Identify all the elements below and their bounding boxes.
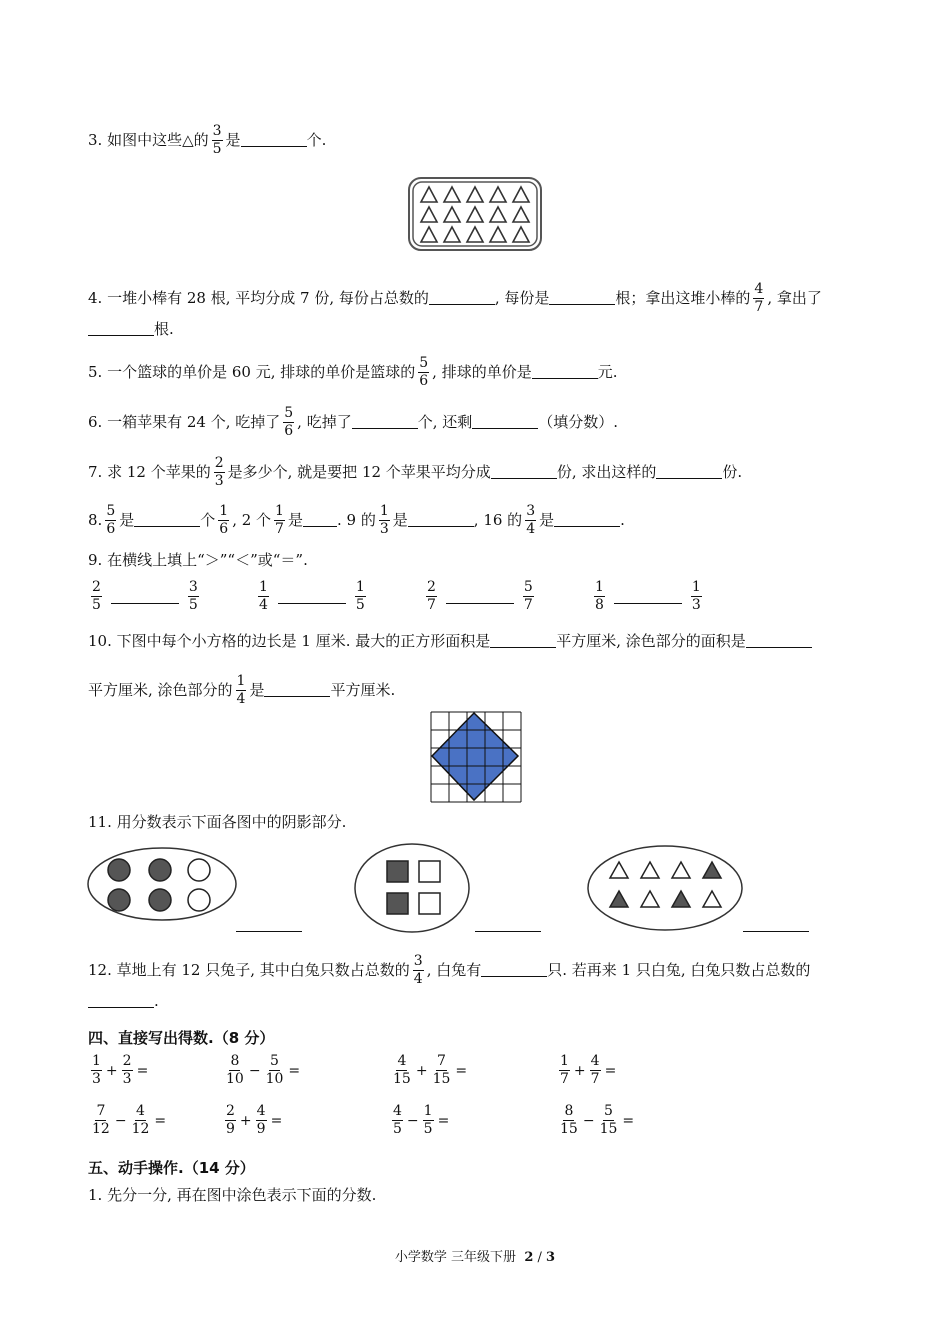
fraction [283, 406, 294, 440]
numerator: 1 [274, 504, 285, 521]
denominator: 4 [413, 971, 423, 988]
compare-pair-2 [255, 580, 369, 614]
denominator: 6 [106, 521, 116, 538]
fraction [236, 674, 247, 708]
question-3 [88, 124, 326, 158]
squares-figure [353, 842, 471, 934]
answer-blank[interactable] [746, 646, 812, 648]
numerator: 8 [563, 1104, 574, 1121]
fraction [594, 580, 605, 614]
text: − [248, 1062, 261, 1079]
numerator: 1 [236, 674, 247, 691]
fraction [392, 1054, 412, 1088]
fraction [355, 580, 366, 614]
denominator: 5 [188, 597, 198, 614]
denominator: 4 [526, 521, 536, 538]
text: 6. 一箱苹果有 24 个, 吃掉了 [88, 412, 281, 431]
answer-blank[interactable] [743, 930, 809, 932]
text: − [406, 1112, 419, 1129]
text: 根. [154, 320, 174, 338]
text: 3. 如图中这些△的 [88, 130, 209, 149]
text: , 拿出了 [767, 288, 822, 307]
numerator: 1 [258, 580, 269, 597]
answer-blank[interactable] [134, 525, 200, 527]
text: 8. [88, 510, 103, 529]
denominator: 3 [691, 597, 701, 614]
numerator: 2 [426, 580, 437, 597]
answer-blank[interactable] [491, 477, 557, 479]
denominator: 7 [275, 521, 284, 538]
fraction [225, 1104, 236, 1138]
calc-item [556, 1104, 635, 1138]
fraction [753, 282, 764, 316]
triangles-figure [408, 177, 542, 251]
denominator: 6 [284, 423, 294, 440]
numerator: 2 [91, 580, 102, 597]
denominator: 12 [131, 1121, 150, 1138]
fraction [258, 580, 269, 614]
numerator: 3 [212, 124, 223, 141]
text: = [604, 1062, 617, 1079]
text: 2 [524, 1250, 534, 1265]
denominator: 3 [122, 1071, 132, 1088]
answer-blank[interactable] [111, 602, 179, 604]
numerator: 4 [135, 1104, 146, 1121]
text: = [154, 1112, 167, 1129]
denominator: 15 [599, 1121, 618, 1138]
text: 是 [392, 510, 408, 529]
denominator: 8 [595, 597, 604, 614]
question-11: 11. 用分数表示下面各图中的阴影部分. [88, 813, 347, 831]
text: 是 [225, 130, 241, 149]
text: 元. [597, 362, 618, 381]
fraction [523, 580, 534, 614]
question-4 [88, 282, 822, 316]
fraction [274, 504, 285, 538]
numerator: 3 [525, 504, 536, 521]
fraction [265, 1054, 285, 1088]
text: / [537, 1250, 542, 1265]
numerator: 1 [379, 504, 390, 521]
text: 是多少个, 就是要把 12 个苹果平均分成 [227, 462, 491, 481]
text: , 排球的单价是 [432, 362, 532, 381]
text: 只. 若再来 1 只白兔, 白兔只数占总数的 [547, 960, 811, 979]
fraction [122, 1054, 133, 1088]
fraction [379, 504, 390, 538]
question-10-cont [88, 674, 395, 708]
denominator: 4 [236, 691, 246, 708]
fraction [599, 1104, 619, 1138]
calc-item [222, 1104, 283, 1138]
answer-blank[interactable] [549, 303, 615, 305]
numerator: 7 [436, 1054, 447, 1071]
text: 12. 草地上有 12 只兔子, 其中白兔只数占总数的 [88, 960, 410, 979]
text: 个. [306, 130, 327, 149]
denominator: 5 [212, 141, 222, 158]
numerator: 4 [256, 1104, 267, 1121]
text: . [620, 510, 625, 529]
numerator: 1 [91, 1054, 102, 1071]
fraction [131, 1104, 151, 1138]
question-4-cont [88, 322, 174, 337]
triangles-shaded-figure [586, 844, 744, 932]
numerator: 4 [590, 1054, 601, 1071]
answer-blank[interactable] [88, 334, 154, 336]
text: 5. 一个篮球的单价是 60 元, 排球的单价是篮球的 [88, 362, 416, 381]
compare-pair-3 [423, 580, 537, 614]
text: , 吃掉了 [297, 412, 352, 431]
fraction [423, 1104, 434, 1138]
answer-blank[interactable] [490, 646, 556, 648]
denominator: 3 [214, 473, 224, 490]
fraction [91, 580, 102, 614]
text: . 9 的 [336, 510, 376, 529]
text: 平方厘米, 涂色部分的 [88, 680, 233, 699]
circles-figure [86, 846, 238, 922]
fraction [559, 1054, 570, 1088]
fraction [225, 1054, 245, 1088]
question-12 [88, 954, 810, 988]
answer-blank[interactable] [475, 930, 541, 932]
fraction [212, 124, 223, 158]
text: − [114, 1112, 127, 1129]
page-footer [0, 1246, 950, 1265]
numerator: 3 [188, 580, 199, 597]
numerator: 4 [396, 1054, 407, 1071]
answer-blank[interactable] [236, 930, 302, 932]
answer-blank[interactable] [656, 477, 722, 479]
numerator: 2 [122, 1054, 133, 1071]
fraction [418, 356, 429, 390]
text: 份, 求出这样的 [556, 462, 657, 481]
denominator: 15 [432, 1071, 451, 1088]
numerator: 5 [269, 1054, 280, 1071]
compare-pair-1 [88, 580, 202, 614]
text: , 2 个 [232, 510, 272, 529]
answer-blank[interactable] [472, 427, 538, 429]
shaded-diamond [432, 713, 518, 800]
text: , 白兔有 [426, 960, 482, 979]
fraction [691, 580, 702, 614]
numerator: 5 [418, 356, 429, 373]
numerator: 8 [229, 1054, 240, 1071]
denominator: 12 [92, 1121, 110, 1138]
numerator: 4 [392, 1104, 403, 1121]
denominator: 4 [259, 597, 268, 614]
fraction [91, 1104, 111, 1138]
text: + [573, 1062, 586, 1079]
fraction [413, 954, 424, 988]
denominator: 15 [560, 1121, 578, 1138]
question-9: 9. 在横线上填上“＞”“＜”或“＝”. [88, 551, 308, 569]
answer-blank[interactable] [303, 525, 337, 527]
answer-blank[interactable] [278, 602, 346, 604]
calc-item [88, 1054, 149, 1088]
answer-blank[interactable] [614, 602, 682, 604]
text: = [622, 1112, 635, 1129]
numerator: 1 [355, 580, 366, 597]
answer-blank[interactable] [241, 145, 307, 147]
question-8 [88, 504, 625, 538]
section-5-q1: 1. 先分一分, 再在图中涂色表示下面的分数. [88, 1186, 377, 1204]
text: = [455, 1062, 468, 1079]
text: , 每份是 [494, 288, 550, 307]
fraction [432, 1054, 452, 1088]
text: 个, 还剩 [417, 412, 473, 431]
calc-item [556, 1054, 617, 1088]
compare-pair-4 [591, 580, 705, 614]
denominator: 7 [560, 1071, 569, 1088]
calc-item [222, 1054, 301, 1088]
denominator: 5 [393, 1121, 402, 1138]
answer-blank[interactable] [554, 525, 620, 527]
text: 是 [539, 510, 555, 529]
numerator: 1 [218, 504, 229, 521]
denominator: 5 [423, 1121, 433, 1138]
numerator: 3 [413, 954, 424, 971]
text: 7. 求 12 个苹果的 [88, 462, 211, 481]
text: （填分数）. [538, 412, 619, 431]
section-5-title: 五、动手操作.（14 分） [88, 1159, 255, 1177]
text: = [288, 1062, 301, 1079]
calc-item [389, 1054, 468, 1088]
text: + [239, 1112, 252, 1129]
answer-blank[interactable] [429, 303, 495, 305]
denominator: 7 [523, 597, 533, 614]
numerator: 5 [283, 406, 294, 423]
denominator: 7 [590, 1071, 600, 1088]
numerator: 7 [95, 1104, 106, 1121]
numerator: 1 [691, 580, 702, 597]
answer-blank[interactable] [264, 695, 330, 697]
fraction [559, 1104, 579, 1138]
text: = [270, 1112, 283, 1129]
fraction [214, 456, 225, 490]
calc-item [389, 1104, 450, 1138]
answer-blank[interactable] [408, 525, 474, 527]
text: 是 [249, 680, 265, 699]
text: = [136, 1062, 149, 1079]
fraction [188, 580, 199, 614]
denominator: 10 [265, 1071, 284, 1088]
fraction [218, 504, 229, 538]
question-6 [88, 406, 618, 440]
denominator: 15 [393, 1071, 411, 1088]
denominator: 6 [219, 521, 229, 538]
text: 份. [722, 462, 743, 481]
question-10 [88, 634, 812, 649]
question-12-cont [88, 994, 159, 1009]
question-7 [88, 456, 742, 490]
text: 平方厘米. [330, 680, 396, 699]
answer-blank[interactable] [532, 377, 598, 379]
text: + [105, 1062, 118, 1079]
denominator: 9 [256, 1121, 266, 1138]
denominator: 10 [226, 1071, 244, 1088]
numerator: 1 [423, 1104, 434, 1121]
text: 3 [546, 1250, 556, 1265]
numerator: 1 [594, 580, 605, 597]
denominator: 3 [92, 1071, 101, 1088]
numerator: 2 [225, 1104, 236, 1121]
text: 是 [119, 510, 135, 529]
text: , 16 的 [473, 510, 523, 529]
denominator: 5 [92, 597, 101, 614]
text: − [582, 1112, 595, 1129]
text: 根；拿出这堆小棒的 [615, 288, 751, 307]
denominator: 7 [427, 597, 436, 614]
text: + [415, 1062, 428, 1079]
numerator: 5 [523, 580, 534, 597]
fraction [105, 504, 116, 538]
fraction [426, 580, 437, 614]
denominator: 5 [355, 597, 365, 614]
numerator: 5 [603, 1104, 614, 1121]
numerator: 4 [753, 282, 764, 299]
denominator: 9 [226, 1121, 235, 1138]
numerator: 5 [105, 504, 116, 521]
calc-item [88, 1104, 167, 1138]
fraction [590, 1054, 601, 1088]
text: . [154, 992, 159, 1010]
numerator: 1 [559, 1054, 570, 1071]
text: 10. 下图中每个小方格的边长是 1 厘米. 最大的正方形面积是 [88, 632, 491, 650]
text: = [437, 1112, 450, 1129]
answer-blank[interactable] [446, 602, 514, 604]
answer-blank[interactable] [88, 1006, 154, 1008]
fraction [392, 1104, 403, 1138]
text: 个 [200, 510, 216, 529]
numerator: 2 [214, 456, 225, 473]
question-5 [88, 356, 618, 390]
text: 平方厘米, 涂色部分的面积是 [556, 632, 746, 650]
text: 小学数学 三年级下册 [394, 1250, 517, 1265]
text: 是 [287, 510, 303, 529]
answer-blank[interactable] [481, 975, 547, 977]
fraction [256, 1104, 267, 1138]
fraction [91, 1054, 102, 1088]
answer-blank[interactable] [352, 427, 418, 429]
denominator: 3 [379, 521, 389, 538]
section-4-title: 四、直接写出得数.（8 分） [88, 1029, 275, 1047]
grid-square-figure [430, 711, 522, 803]
fraction [525, 504, 536, 538]
denominator: 6 [419, 373, 429, 390]
text: 4. 一堆小棒有 28 根, 平均分成 7 份, 每份占总数的 [88, 288, 429, 307]
denominator: 7 [754, 299, 764, 316]
